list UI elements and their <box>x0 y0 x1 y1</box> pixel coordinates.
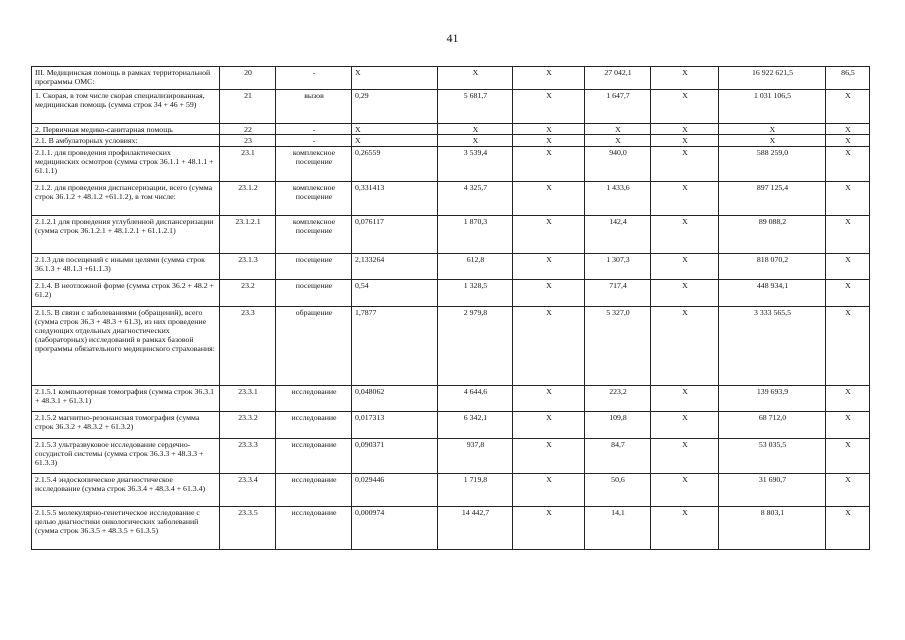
row-name: 2.1.2.1 для проведения углубленной диспансеризации (сумма строк 36.1.2.1 + 48.1.2.1 + 61.1.2.1) <box>32 216 220 254</box>
row-value-6: 139 693,9 <box>719 386 826 412</box>
row-value-7: 86,5 <box>826 67 870 90</box>
row-value-5: X <box>651 67 719 90</box>
row-value-7: X <box>826 412 870 439</box>
row-value-4: 940,0 <box>585 147 651 182</box>
row-value-3: X <box>513 182 585 216</box>
row-unit: исследование <box>276 474 352 507</box>
row-code: 20 <box>220 67 276 90</box>
row-name: 2.1.2. для проведения диспансеризации, всего (сумма строк 36.1.2 + 48.1.2 +61.1.2), в том числе: <box>32 182 220 216</box>
row-value-6: 588 259,0 <box>719 147 826 182</box>
row-name: 2.1.5.5 молекулярно-генетическое исследование с целью диагностики онкологических заболеваний (сумма строк 36.3.5 + 48.3.5 + 61.3.5) <box>32 507 220 550</box>
row-value-7: X <box>826 135 870 147</box>
row-value-1: X <box>352 124 438 135</box>
row-value-1: 0,017313 <box>352 412 438 439</box>
row-value-1: 0,54 <box>352 280 438 307</box>
row-value-5: X <box>651 124 719 135</box>
table-row <box>32 507 870 550</box>
row-value-3: X <box>513 507 585 550</box>
row-value-6: 1 031 106,5 <box>719 90 826 124</box>
row-value-3: X <box>513 412 585 439</box>
row-value-5: X <box>651 216 719 254</box>
row-unit: исследование <box>276 507 352 550</box>
row-value-3: X <box>513 254 585 280</box>
row-unit: - <box>276 124 352 135</box>
row-unit: - <box>276 135 352 147</box>
row-unit: - <box>276 67 352 90</box>
row-value-5: X <box>651 307 719 386</box>
row-value-1: 1,7877 <box>352 307 438 386</box>
row-name: 2.1.5. В связи с заболеваниями (обращений), всего (сумма строк 36.3 + 48.3 + 61.3), из них проведение следующих отдельных диагностических (лабораторных) исследований в рамках базовой программы обязательного медицинского страхования: <box>32 307 220 386</box>
row-unit: комплексное посещение <box>276 182 352 216</box>
table-body <box>32 67 870 550</box>
row-value-6: 53 035,5 <box>719 439 826 474</box>
table-row <box>32 182 870 216</box>
row-code: 23.1.2 <box>220 182 276 216</box>
table-row <box>32 474 870 507</box>
row-value-6: 68 712,0 <box>719 412 826 439</box>
table-row <box>32 307 870 386</box>
row-unit: исследование <box>276 439 352 474</box>
row-code: 23.3.4 <box>220 474 276 507</box>
table-row <box>32 280 870 307</box>
row-name: 2.1.5.2 магнитно-резонансная томография (сумма строк 36.3.2 + 48.3.2 + 61.3.2) <box>32 412 220 439</box>
row-value-3: X <box>513 90 585 124</box>
row-value-5: X <box>651 182 719 216</box>
row-value-7: X <box>826 474 870 507</box>
row-name: 2.1.5.1 компьютерная томография (сумма строк 36.3.1 + 48.3.1 + 61.3.1) <box>32 386 220 412</box>
row-value-4: X <box>585 135 651 147</box>
row-code: 23.1.2.1 <box>220 216 276 254</box>
row-value-6: 8 803,1 <box>719 507 826 550</box>
table-row <box>32 67 870 90</box>
row-name: 2. Первичная медико-санитарная помощь <box>32 124 220 135</box>
row-value-1: 0,26559 <box>352 147 438 182</box>
row-code: 23.1.3 <box>220 254 276 280</box>
row-value-1: 0,000974 <box>352 507 438 550</box>
row-value-6: 31 690,7 <box>719 474 826 507</box>
row-code: 23.3.2 <box>220 412 276 439</box>
row-unit: исследование <box>276 412 352 439</box>
row-value-7: X <box>826 254 870 280</box>
row-value-1: 0,331413 <box>352 182 438 216</box>
row-value-5: X <box>651 90 719 124</box>
row-code: 23.1 <box>220 147 276 182</box>
row-value-1: 0,076117 <box>352 216 438 254</box>
row-value-7: X <box>826 307 870 386</box>
row-value-7: X <box>826 216 870 254</box>
row-value-2: X <box>438 124 513 135</box>
row-value-2: 1 328,5 <box>438 280 513 307</box>
row-name: 2.1.1. для проведения профилактических медицинских осмотров (сумма строк 36.1.1 + 48.1.1 + 61.1.1) <box>32 147 220 182</box>
row-value-3: X <box>513 124 585 135</box>
row-value-4: 1 307,3 <box>585 254 651 280</box>
row-code: 21 <box>220 90 276 124</box>
row-value-5: X <box>651 135 719 147</box>
row-value-6: X <box>719 135 826 147</box>
table-row <box>32 216 870 254</box>
row-name: 1. Скорая, в том числе скорая специализированная, медицинская помощь (сумма строк 34 + 46 + 59) <box>32 90 220 124</box>
row-code: 23.3.1 <box>220 386 276 412</box>
row-value-2: 1 870,3 <box>438 216 513 254</box>
row-code: 23.3 <box>220 307 276 386</box>
financing-table <box>31 66 870 550</box>
row-value-4: 14,1 <box>585 507 651 550</box>
table-row <box>32 254 870 280</box>
table-row <box>32 147 870 182</box>
row-value-2: 2 979,8 <box>438 307 513 386</box>
row-value-5: X <box>651 439 719 474</box>
page-number: 41 <box>446 31 459 45</box>
row-value-4: 84,7 <box>585 439 651 474</box>
row-value-2: 4 325,7 <box>438 182 513 216</box>
row-value-2: 5 681,7 <box>438 90 513 124</box>
row-value-3: X <box>513 439 585 474</box>
row-code: 23 <box>220 135 276 147</box>
row-code: 23.3.5 <box>220 507 276 550</box>
row-unit: посещение <box>276 254 352 280</box>
row-value-7: X <box>826 147 870 182</box>
row-name: 2.1.3 для посещений с иными целями (сумма строк 36.1.3 + 48.1.3 +61.1.3) <box>32 254 220 280</box>
row-value-3: X <box>513 474 585 507</box>
row-value-1: X <box>352 135 438 147</box>
table-row <box>32 135 870 147</box>
row-value-1: 0,029446 <box>352 474 438 507</box>
row-value-5: X <box>651 412 719 439</box>
row-value-6: 818 070,2 <box>719 254 826 280</box>
row-value-6: 3 333 565,5 <box>719 307 826 386</box>
row-value-2: 1 719,8 <box>438 474 513 507</box>
row-value-4: 1 433,6 <box>585 182 651 216</box>
row-unit: комплексное посещение <box>276 216 352 254</box>
row-value-7: X <box>826 280 870 307</box>
row-value-6: 89 088,2 <box>719 216 826 254</box>
row-unit: обращение <box>276 307 352 386</box>
row-unit: посещение <box>276 280 352 307</box>
row-name: 2.1. В амбулаторных условиях: <box>32 135 220 147</box>
row-value-5: X <box>651 474 719 507</box>
row-value-5: X <box>651 254 719 280</box>
row-value-2: X <box>438 135 513 147</box>
row-name: 2.1.5.4 эндоскопическое диагностическое исследование (сумма строк 36.3.4 + 48.3.4 + 61.3.4) <box>32 474 220 507</box>
row-value-7: X <box>826 386 870 412</box>
row-value-7: X <box>826 507 870 550</box>
table-row <box>32 124 870 135</box>
row-value-2: 3 539,4 <box>438 147 513 182</box>
row-value-7: X <box>826 439 870 474</box>
row-unit: комплексное посещение <box>276 147 352 182</box>
row-code: 23.2 <box>220 280 276 307</box>
row-value-6: 897 125,4 <box>719 182 826 216</box>
row-value-3: X <box>513 216 585 254</box>
row-value-4: 223,2 <box>585 386 651 412</box>
row-value-2: 14 442,7 <box>438 507 513 550</box>
row-value-6: X <box>719 124 826 135</box>
row-value-2: X <box>438 67 513 90</box>
row-value-6: 448 934,1 <box>719 280 826 307</box>
row-value-7: X <box>826 182 870 216</box>
row-value-1: 0,29 <box>352 90 438 124</box>
row-code: 22 <box>220 124 276 135</box>
row-value-4: 5 327,0 <box>585 307 651 386</box>
row-value-4: 717,4 <box>585 280 651 307</box>
row-value-1: 2,133264 <box>352 254 438 280</box>
table-row <box>32 386 870 412</box>
row-value-7: X <box>826 124 870 135</box>
row-value-6: 16 922 621,5 <box>719 67 826 90</box>
row-value-2: 4 644,6 <box>438 386 513 412</box>
table-row <box>32 439 870 474</box>
row-value-2: 6 342,1 <box>438 412 513 439</box>
row-name: III. Медицинская помощь в рамках территориальной программы ОМС: <box>32 67 220 90</box>
row-name: 2.1.5.3 ультразвуковое исследование сердечно-сосудистой системы (сумма строк 36.3.3 + 48.3.3 + 61.3.3) <box>32 439 220 474</box>
row-value-4: 109,8 <box>585 412 651 439</box>
row-value-1: X <box>352 67 438 90</box>
row-value-5: X <box>651 147 719 182</box>
row-value-3: X <box>513 386 585 412</box>
row-value-3: X <box>513 67 585 90</box>
row-value-3: X <box>513 147 585 182</box>
row-value-7: X <box>826 90 870 124</box>
row-code: 23.3.3 <box>220 439 276 474</box>
row-value-4: X <box>585 124 651 135</box>
row-unit: вызов <box>276 90 352 124</box>
row-name: 2.1.4. В неотложной форме (сумма строк 36.2 + 48.2 + 61.2) <box>32 280 220 307</box>
row-value-3: X <box>513 280 585 307</box>
table-row <box>32 90 870 124</box>
table-row <box>32 412 870 439</box>
row-value-5: X <box>651 280 719 307</box>
row-value-5: X <box>651 507 719 550</box>
row-value-4: 27 042,1 <box>585 67 651 90</box>
row-value-2: 612,8 <box>438 254 513 280</box>
row-value-4: 50,6 <box>585 474 651 507</box>
row-unit: исследование <box>276 386 352 412</box>
row-value-4: 142,4 <box>585 216 651 254</box>
row-value-4: 1 647,7 <box>585 90 651 124</box>
row-value-3: X <box>513 307 585 386</box>
row-value-1: 0,090371 <box>352 439 438 474</box>
row-value-5: X <box>651 386 719 412</box>
row-value-3: X <box>513 135 585 147</box>
row-value-1: 0,048062 <box>352 386 438 412</box>
row-value-2: 937,8 <box>438 439 513 474</box>
